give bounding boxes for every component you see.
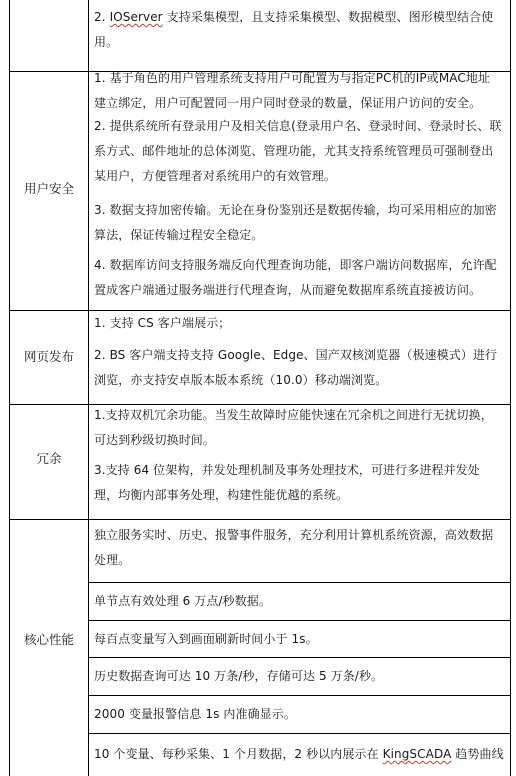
core-perf-cell-3: 每百点变量写入到画面刷新时间小于 1s。	[94, 632, 318, 646]
subcell-divider	[88, 657, 511, 658]
table-border-right	[510, 0, 511, 776]
user-security-para-4: 4. 数据库访问支持服务端反向代理查询功能，即客户端访问数据库，允许配置成客户端通过服务端进行代理查询，从而避免数据库系统直接被访问。	[94, 258, 497, 297]
subcell-divider	[88, 620, 511, 621]
row-label-user-security: 用户安全	[23, 181, 74, 196]
redundancy-para-1: 1.支持双机冗余功能。当发生故障时应能快速在冗余机之间进行无扰切换，可达到秒级切换时间。	[94, 408, 493, 447]
row-divider	[9, 519, 511, 520]
core-perf-cell-5: 2000 变量报警信息 1s 内准确显示。	[94, 707, 296, 721]
redundancy-para-2: 3.支持 64 位架构，并发处理机制及事务处理技术，可进行多进程并发处理，均衡内部事务处理，构建性能优越的系统。	[94, 463, 480, 502]
user-security-para-3: 3. 数据支持加密传输。无论在身份鉴别还是数据传输，均可采用相应的加密算法，保证传输过程安全稳定。	[94, 203, 497, 242]
table-border-left	[9, 0, 10, 776]
user-security-para-1: 1. 基于角色的用户管理系统支持用户可配置为与指定PC机的IP或MAC地址建立绑定，用户可配置同一用户同时登录的数量，保证用户访问的安全。	[94, 71, 491, 110]
subcell-divider	[88, 733, 511, 734]
row0-para-1: 2. IOServer 支持采集模型，且支持采集模型、数据模型、图形模型结合使用。	[94, 10, 494, 49]
core-perf-cell-1: 独立服务实时、历史、报警事件服务，充分利用计算机系统资源，高效数据处理。	[94, 528, 494, 567]
row-label-web-publish: 网页发布	[23, 349, 74, 364]
web-publish-para-2: 2. BS 客户端支持支持 Google、Edge、国产双核浏览器（极速模式）进行浏览，亦支持安卓版本版本系统（10.0）移动端浏览。	[94, 348, 498, 387]
ioserver-term: IOServer	[109, 10, 163, 24]
core-perf-cell-2: 单节点有效处理 6 万点/秒数据。	[94, 594, 272, 608]
user-security-para-2: 2. 提供系统所有登录用户及相关信息(登录用户名、登录时间、登录时长、联系方式、邮件地址的总体浏览、管理功能，尤其支持系统管理员可强制登出某用户，方便管理者对系统用户的有效管理。	[94, 119, 502, 183]
subcell-divider	[88, 695, 511, 696]
row-label-core-performance: 核心性能	[23, 632, 74, 647]
core-perf-cell-4: 历史数据查询可达 10 万条/秒，存储可达 5 万条/秒。	[94, 669, 384, 683]
kingscada-term: KingSCADA	[382, 747, 452, 761]
web-publish-para-1: 1. 支持 CS 客户端展示；	[94, 316, 231, 330]
table-column-divider	[88, 0, 89, 776]
subcell-divider	[88, 582, 511, 583]
core-perf-cell-6: 10 个变量、每秒采集、1 个月数据，2 秒以内展示在 KingSCADA 趋势曲线	[94, 747, 504, 761]
row-label-redundancy: 冗余	[36, 451, 62, 466]
